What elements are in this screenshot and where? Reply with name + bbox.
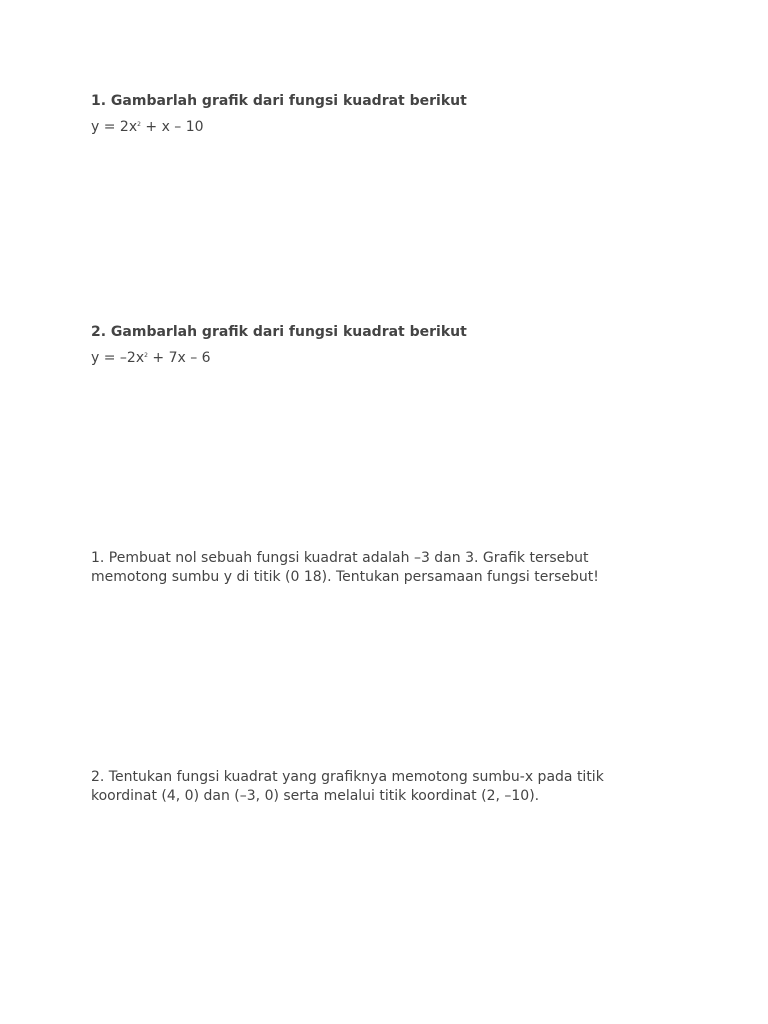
- formula-2-exponent: 2: [144, 352, 148, 359]
- question-2-heading: 2. Gambarlah grafik dari fungsi kuadrat berikut: [91, 324, 467, 340]
- formula-2-pre: y = –2x: [91, 350, 145, 366]
- problem-1-line-1: 1. Pembuat nol sebuah fungsi kuadrat adalah –3 dan 3. Grafik tersebut: [91, 550, 589, 566]
- question-2-formula: [91, 348, 691, 368]
- question-1-formula: [91, 117, 691, 137]
- question-1: [91, 91, 691, 137]
- formula-2-post: + 7x – 6: [147, 350, 211, 366]
- problem-2-line-2: koordinat (4, 0) dan (–3, 0) serta melalui titik koordinat (2, –10).: [91, 787, 540, 804]
- formula-1-exponent: 2: [137, 121, 141, 128]
- problem-2: [91, 768, 691, 805]
- question-1-heading: 1. Gambarlah grafik dari fungsi kuadrat berikut: [91, 93, 467, 109]
- problem-1: [91, 549, 691, 586]
- formula-1-post: + x – 10: [140, 119, 204, 135]
- problem-1-line-2: memotong sumbu y di titik (0 18). Tentukan persamaan fungsi tersebut!: [91, 568, 599, 585]
- question-2: [91, 322, 691, 368]
- formula-1-pre: y = 2x: [91, 119, 138, 135]
- problem-2-line-1: 2. Tentukan fungsi kuadrat yang grafiknya memotong sumbu-x pada titik: [91, 769, 604, 785]
